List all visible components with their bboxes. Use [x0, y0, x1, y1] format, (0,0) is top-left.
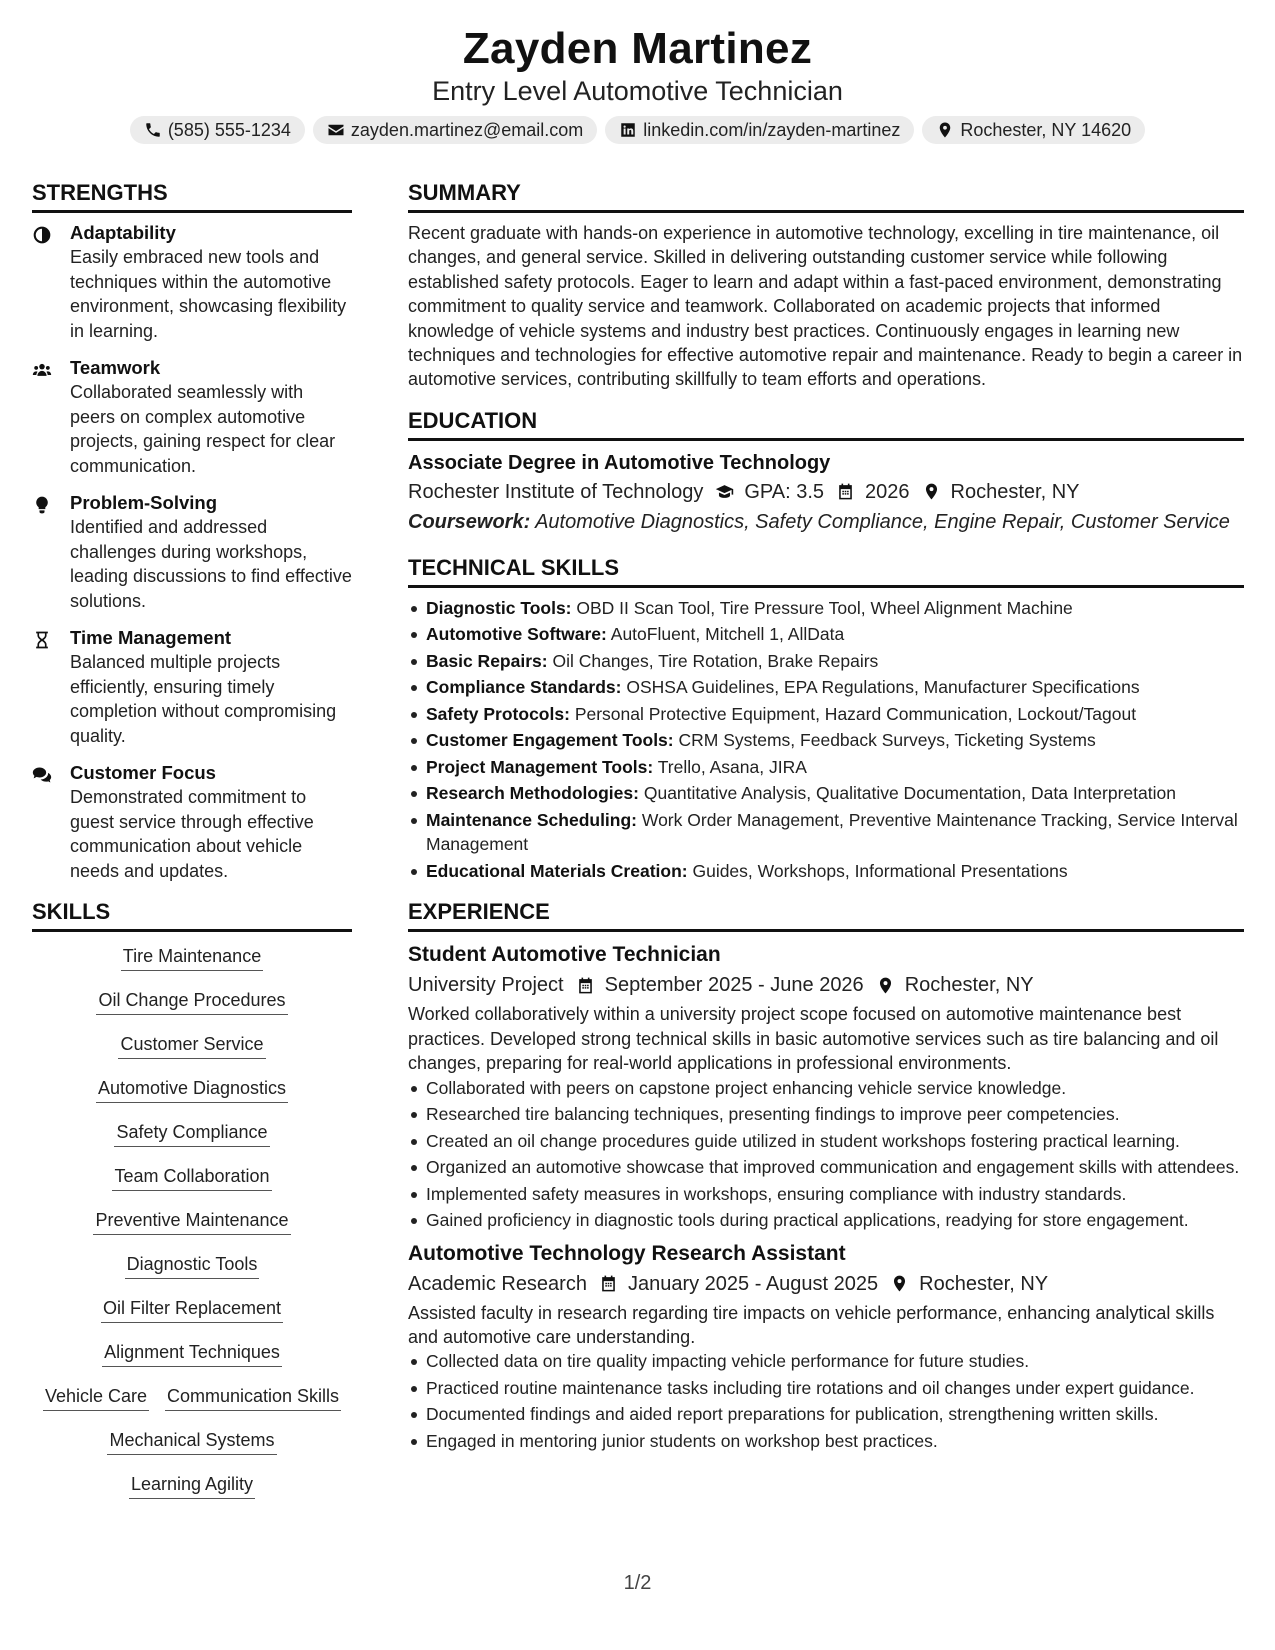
skill-tag: Oil Change Procedures — [96, 988, 287, 1015]
education-location: Rochester, NY — [950, 480, 1080, 503]
skills-section — [32, 897, 352, 1499]
strength-item — [32, 356, 352, 478]
tech-skill-label: Safety Protocols: — [426, 703, 570, 724]
skill-tag: Tire Maintenance — [121, 944, 263, 971]
contact-linkedin[interactable] — [605, 116, 914, 144]
strength-desc: Balanced multiple projects efficiently, ensuring timely completion without compromising quality. — [70, 652, 337, 746]
half-circle-icon — [32, 225, 52, 245]
strength-desc: Easily embraced new tools and techniques within the automotive environment, showcasing flexibility in learning. — [70, 247, 347, 341]
contact-phone-text: (585) 555-1234 — [167, 119, 291, 140]
strength-item — [32, 626, 352, 748]
tech-skill-value: CRM Systems, Feedback Surveys, Ticketing Systems — [678, 730, 1096, 751]
education-degree: Associate Degree in Automotive Technology — [408, 451, 831, 474]
education-school: Rochester Institute of Technology — [408, 480, 704, 503]
contact-location-text: Rochester, NY 14620 — [960, 119, 1132, 140]
tech-skill-label: Automotive Software: — [426, 624, 607, 645]
summary-text: Recent graduate with hands-on experience in automotive technology, excelling in tire maintenance, oil changes, and general service. Skilled in delivering outstanding customer service while following established safety protocols. Eager to learn and adapt within a fast-paced environment, demonstrating commitment to quality service and teamwork. Collaborated on academic projects that informed knowledge of vehicle systems and industry best practices. Continuously engages in learning new techniques and technologies for effective automotive repair and maintenance. Ready to begin a career in automotive services, contributing skillfully to team efforts and operations. — [408, 223, 1243, 390]
users-icon — [32, 360, 52, 380]
strength-item — [32, 761, 352, 883]
contact-linkedin-text: linkedin.com/in/zayden-martinez — [643, 119, 901, 140]
education-coursework — [408, 507, 1244, 537]
list-item — [408, 649, 1244, 674]
list-item: Researched tire balancing techniques, presenting findings to improve peer competencies. — [408, 1102, 1244, 1127]
job-bullets — [408, 1349, 1244, 1453]
technical-skills-list — [408, 596, 1244, 884]
list-item: Implemented safety measures in workshops, ensuring compliance with industry standards. — [408, 1182, 1244, 1207]
candidate-title: Entry Level Automotive Technician — [432, 76, 843, 106]
list-item — [408, 702, 1244, 727]
contact-location — [922, 116, 1145, 144]
comments-icon — [32, 765, 52, 785]
job-dates: January 2025 - August 2025 — [627, 1272, 879, 1295]
map-pin-icon — [922, 482, 941, 501]
list-item — [408, 728, 1244, 753]
tech-skill-value: Guides, Workshops, Informational Presentations — [692, 860, 1068, 881]
skill-tag: Communication Skills — [165, 1384, 341, 1411]
strengths-heading: STRENGTHS — [32, 178, 352, 213]
list-item — [408, 622, 1244, 647]
strength-name: Time Management — [70, 627, 232, 648]
strength-name: Problem-Solving — [70, 492, 217, 513]
map-pin-icon — [890, 1274, 909, 1293]
skill-tag: Diagnostic Tools — [125, 1252, 260, 1279]
job-title: Student Automotive Technician — [408, 943, 721, 967]
skill-tag: Mechanical Systems — [107, 1428, 276, 1455]
list-item: Documented findings and aided report preparations for publication, strengthening written skills. — [408, 1402, 1244, 1427]
skill-tag: Team Collaboration — [112, 1164, 271, 1191]
strength-name: Customer Focus — [70, 762, 216, 783]
tech-skill-label: Basic Repairs: — [426, 650, 548, 671]
list-item: Collaborated with peers on capstone project enhancing vehicle service knowledge. — [408, 1076, 1244, 1101]
tech-skill-label: Maintenance Scheduling: — [426, 809, 637, 830]
list-item: Engaged in mentoring junior students on workshop best practices. — [408, 1429, 1244, 1454]
list-item: Gained proficiency in diagnostic tools during practical applications, readying for store engagement. — [408, 1208, 1244, 1233]
experience-entry — [408, 1239, 1244, 1454]
map-pin-icon — [936, 121, 954, 139]
tech-skill-value: OSHSA Guidelines, EPA Regulations, Manufacturer Specifications — [626, 677, 1140, 698]
tech-skill-label: Research Methodologies: — [426, 783, 639, 804]
right-column — [408, 178, 1244, 1455]
list-item: Practiced routine maintenance tasks including tire rotations and oil changes under expert guidance. — [408, 1376, 1244, 1401]
job-org: Academic Research — [408, 1272, 587, 1295]
education-gpa: GPA: 3.5 — [744, 480, 825, 503]
envelope-icon — [327, 121, 345, 139]
strength-desc: Demonstrated commitment to guest service through effective communication about vehicle needs and updates. — [70, 787, 314, 881]
tech-skill-value: Personal Protective Equipment, Hazard Communication, Lockout/Tagout — [574, 703, 1137, 724]
graduation-cap-icon — [715, 482, 734, 501]
tech-skill-value: Quantitative Analysis, Qualitative Documentation, Data Interpretation — [643, 783, 1176, 804]
contact-bar — [0, 116, 1275, 144]
list-item — [408, 755, 1244, 780]
tech-skill-label: Educational Materials Creation: — [426, 860, 688, 881]
tech-skill-value: Work Order Management, Preventive Maintenance Tracking, Service Interval Management — [426, 809, 1238, 855]
tech-skill-label: Diagnostic Tools: — [426, 597, 572, 618]
coursework-label: Coursework: — [408, 510, 531, 533]
education-year: 2026 — [865, 480, 910, 503]
tech-skill-label: Project Management Tools: — [426, 756, 654, 777]
education-heading: EDUCATION — [408, 406, 1244, 441]
list-item — [408, 675, 1244, 700]
calendar-icon — [836, 482, 855, 501]
contact-email[interactable] — [313, 116, 597, 144]
calendar-icon — [599, 1274, 618, 1293]
strength-desc: Collaborated seamlessly with peers on complex automotive projects, gaining respect for clear communication. — [70, 382, 336, 476]
job-description: Assisted faculty in research regarding tire impacts on vehicle performance, enhancing analytical skills and automotive care understanding. — [408, 1302, 1215, 1347]
job-org: University Project — [408, 974, 564, 997]
left-column — [32, 178, 352, 1499]
tech-skill-label: Compliance Standards: — [426, 677, 622, 698]
page-number: 1/2 — [623, 1572, 652, 1594]
list-item — [408, 859, 1244, 884]
hourglass-icon — [32, 630, 52, 650]
tech-skill-value: Trello, Asana, JIRA — [657, 756, 807, 777]
tech-skill-label: Customer Engagement Tools: — [426, 730, 674, 751]
job-bullets — [408, 1076, 1244, 1233]
education-meta — [408, 477, 1244, 507]
job-location: Rochester, NY — [919, 1272, 1049, 1295]
skills-heading: SKILLS — [32, 897, 352, 932]
resume-header — [0, 22, 1275, 144]
skill-tag: Vehicle Care — [43, 1384, 149, 1411]
strength-name: Adaptability — [70, 222, 176, 243]
list-item — [408, 596, 1244, 621]
contact-email-text: zayden.martinez@email.com — [350, 119, 584, 140]
job-meta — [408, 970, 1244, 1000]
calendar-icon — [576, 976, 595, 995]
experience-entry — [408, 940, 1244, 1232]
list-item — [408, 808, 1244, 857]
experience-heading: EXPERIENCE — [408, 897, 1244, 932]
skills-list — [32, 944, 352, 1499]
candidate-name: Zayden Martinez — [462, 24, 813, 73]
list-item: Created an oil change procedures guide utilized in student workshops fostering practical learning. — [408, 1129, 1244, 1154]
job-location: Rochester, NY — [904, 974, 1034, 997]
job-dates: September 2025 - June 2026 — [604, 974, 864, 997]
linkedin-icon — [619, 121, 637, 139]
coursework-text: Automotive Diagnostics, Safety Compliance, Engine Repair, Customer Service — [535, 510, 1230, 533]
contact-phone[interactable] — [130, 116, 305, 144]
list-item: Collected data on tire quality impacting vehicle performance for future studies. — [408, 1349, 1244, 1374]
tech-skill-value: AutoFluent, Mitchell 1, AllData — [610, 624, 845, 645]
skill-tag: Preventive Maintenance — [93, 1208, 290, 1235]
tech-skill-value: OBD II Scan Tool, Tire Pressure Tool, Wheel Alignment Machine — [576, 597, 1073, 618]
job-title: Automotive Technology Research Assistant — [408, 1241, 846, 1265]
strength-item — [32, 491, 352, 613]
job-description: Worked collaboratively within a university project scope focused on automotive maintenance best practices. Developed strong technical skills in basic automotive services such as tire balancing and oil changes, preparing for real-world applications in professional environments. — [408, 1004, 1219, 1074]
skill-tag: Alignment Techniques — [102, 1340, 282, 1367]
list-item — [408, 781, 1244, 806]
technical-skills-heading: TECHNICAL SKILLS — [408, 553, 1244, 588]
tech-skill-value: Oil Changes, Tire Rotation, Brake Repairs — [552, 650, 879, 671]
summary-heading: SUMMARY — [408, 178, 1244, 213]
map-pin-icon — [876, 976, 895, 995]
skill-tag: Oil Filter Replacement — [101, 1296, 283, 1323]
list-item: Organized an automotive showcase that improved communication and engagement skills with attendees. — [408, 1155, 1244, 1180]
lightbulb-icon — [32, 495, 52, 515]
skill-tag: Customer Service — [118, 1032, 265, 1059]
skill-tag: Learning Agility — [129, 1472, 255, 1499]
job-meta — [408, 1269, 1244, 1299]
strength-desc: Identified and addressed challenges during workshops, leading discussions to find effective solutions. — [70, 517, 352, 611]
skill-tag: Safety Compliance — [114, 1120, 269, 1147]
strength-name: Teamwork — [70, 357, 161, 378]
skill-tag: Automotive Diagnostics — [96, 1076, 288, 1103]
strength-item — [32, 221, 352, 343]
phone-icon — [144, 121, 162, 139]
